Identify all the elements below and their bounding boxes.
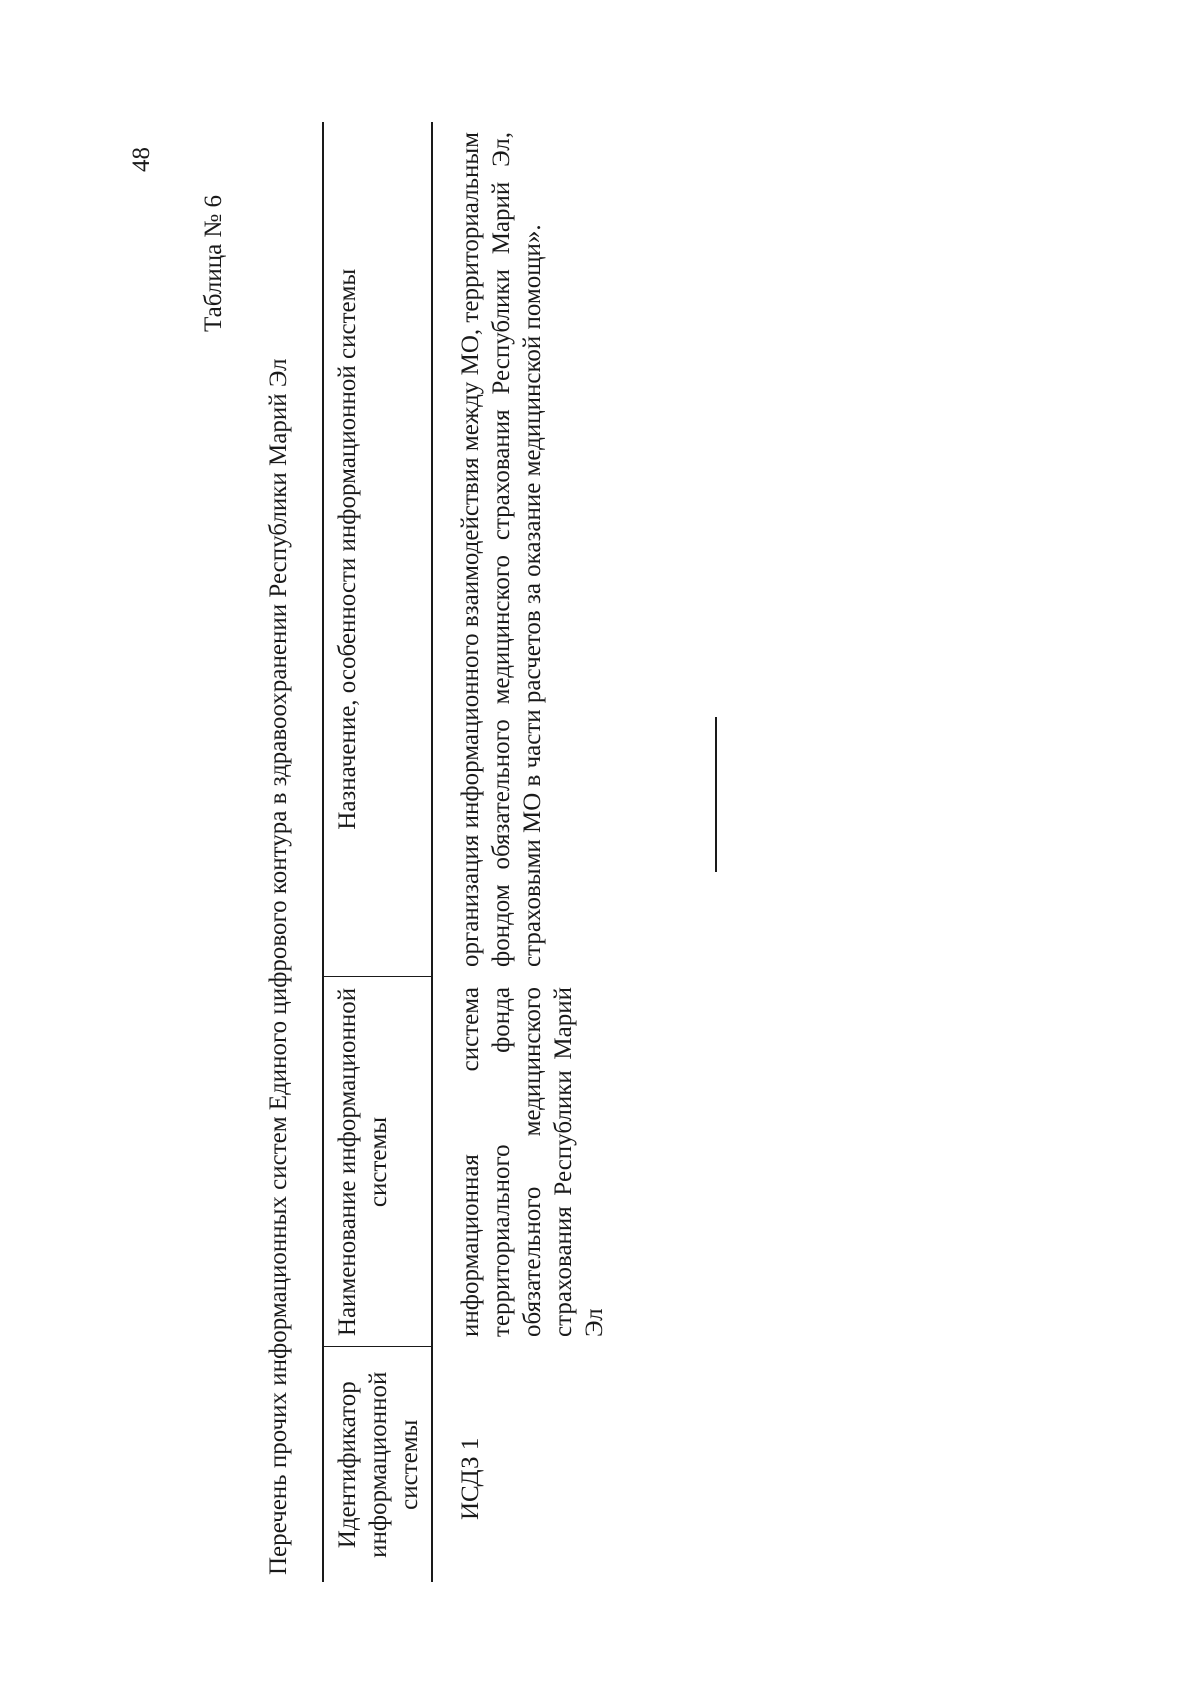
header-purpose: Назначение, особенности информационной системы	[323, 122, 432, 977]
info-systems-table	[322, 122, 616, 1582]
end-divider	[715, 717, 717, 872]
table-number: Таблица № 6	[200, 194, 227, 332]
cell-purpose: организация информационного взаимодействия между МО, территориальным фондом обязательного медицинского страхования Республики Марий Эл, страховыми МО в части расчетов за оказание медицинской помощи».	[457, 132, 546, 967]
table-header-row	[323, 122, 432, 1582]
header-name: Наименование информационной системы	[323, 977, 432, 1347]
table-row	[432, 122, 616, 1582]
table-caption: Перечень прочих информационных систем Единого цифрового контура в здравоохранении Республики Марий Эл	[265, 358, 292, 1575]
header-identifier: Идентификатор информационной системы	[323, 1347, 432, 1582]
page-number: 48	[128, 147, 155, 172]
cell-name: информационная система территориального фонда обязательного медицинского страхования Республики Марий Эл	[457, 987, 608, 1337]
cell-identifier: ИСДЗ 1	[457, 1437, 484, 1520]
